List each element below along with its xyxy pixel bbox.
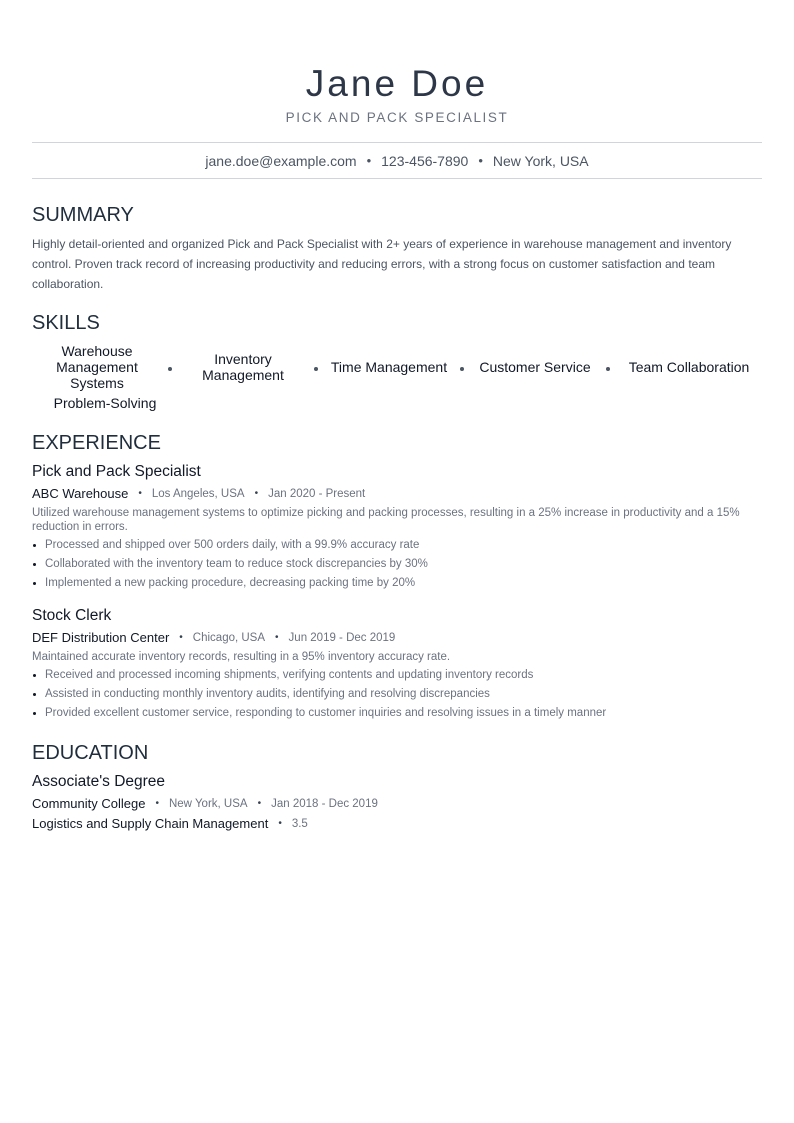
company-name: DEF Distribution Center — [32, 630, 170, 645]
bullet-icon — [33, 712, 36, 715]
location-text: New York, USA — [492, 152, 589, 169]
skill-separator — [606, 367, 610, 371]
list-item: Processed and shipped over 500 orders daily, with a 99.9% accuracy rate — [32, 538, 762, 557]
gpa-value: 3.5 — [291, 818, 308, 830]
skill-item: Problem-Solving — [53, 395, 157, 411]
bullet-icon — [33, 674, 36, 677]
skill-item: Team Collaboration — [628, 359, 750, 375]
job-description: Maintained accurate inventory records, resulting in a 95% inventory accuracy rate. — [32, 651, 451, 663]
contact-bar — [32, 142, 762, 179]
phone-number: 123-456-7890 — [381, 152, 469, 169]
job-title: Pick and Pack Specialist — [32, 463, 201, 480]
job-bullets — [32, 668, 762, 725]
job-meta — [32, 486, 365, 502]
job-location: Chicago, USA — [192, 632, 266, 644]
skill-separator — [314, 367, 318, 371]
separator-dot: • — [257, 798, 262, 809]
skill-separator — [460, 367, 464, 371]
skill-item: Warehouse Management Systems — [56, 343, 138, 391]
skill-item: Customer Service — [479, 359, 591, 375]
separator-dot: • — [179, 632, 183, 643]
list-item: Received and processed incoming shipments, verifying contents and updating inventory records — [32, 668, 762, 687]
list-item: Assisted in conducting monthly inventory audits, identifying and resolving discrepancies — [32, 687, 762, 706]
education-meta — [32, 796, 378, 812]
experience-heading: EXPERIENCE — [32, 432, 161, 454]
skill-item: Inventory Management — [202, 351, 284, 383]
list-item: Collaborated with the inventory team to reduce stock discrepancies by 30% — [32, 557, 762, 576]
job-bullets — [32, 538, 762, 595]
job-title-header: PICK AND PACK SPECIALIST — [285, 110, 509, 125]
bullet-icon — [33, 563, 36, 566]
skill-item: Time Management — [330, 359, 448, 375]
skill-separator — [168, 367, 172, 371]
education-field-row — [32, 816, 308, 832]
email-link[interactable]: jane.doe@example.com — [205, 152, 357, 169]
list-item: Provided excellent customer service, responding to customer inquiries and resolving issues in a timely manner — [32, 706, 762, 725]
degree-title: Associate's Degree — [32, 773, 166, 790]
bullet-icon — [33, 582, 36, 585]
bullet-icon — [33, 544, 36, 547]
job-location: Los Angeles, USA — [151, 488, 245, 500]
job-dates: Jun 2019 - Dec 2019 — [288, 632, 396, 644]
separator-dot: • — [155, 798, 159, 809]
separator-dot: • — [478, 153, 483, 168]
candidate-name: Jane Doe — [305, 63, 489, 104]
company-name: ABC Warehouse — [32, 486, 129, 501]
skills-row — [32, 343, 762, 391]
skills-row — [32, 395, 762, 411]
school-location: New York, USA — [168, 798, 248, 810]
education-heading: EDUCATION — [32, 742, 149, 764]
job-dates: Jan 2020 - Present — [268, 488, 366, 500]
job-meta — [32, 630, 395, 646]
separator-dot: • — [138, 488, 142, 499]
separator-dot: • — [275, 632, 279, 643]
separator-dot: • — [278, 818, 282, 829]
separator-dot: • — [366, 153, 372, 168]
field-of-study: Logistics and Supply Chain Management — [32, 816, 269, 831]
job-title: Stock Clerk — [32, 607, 112, 624]
job-description: Utilized warehouse management systems to optimize picking and packing processes, resulting in a 25% increase in productivity and a 15% reduction in errors. — [32, 507, 740, 533]
separator-dot: • — [254, 488, 259, 499]
bullet-icon — [33, 693, 36, 696]
school-name: Community College — [32, 796, 146, 811]
summary-text: Highly detail-oriented and organized Pick and Pack Specialist with 2+ years of experience in warehouse management and inventory control. Proven track record of increasing productivity and reducing errors, with a strong focus on customer satisfaction and team collaboration. — [32, 237, 732, 291]
skills-heading: SKILLS — [32, 312, 100, 334]
summary-heading: SUMMARY — [32, 204, 134, 226]
education-dates: Jan 2018 - Dec 2019 — [271, 798, 378, 810]
list-item: Implemented a new packing procedure, decreasing packing time by 20% — [32, 576, 762, 595]
